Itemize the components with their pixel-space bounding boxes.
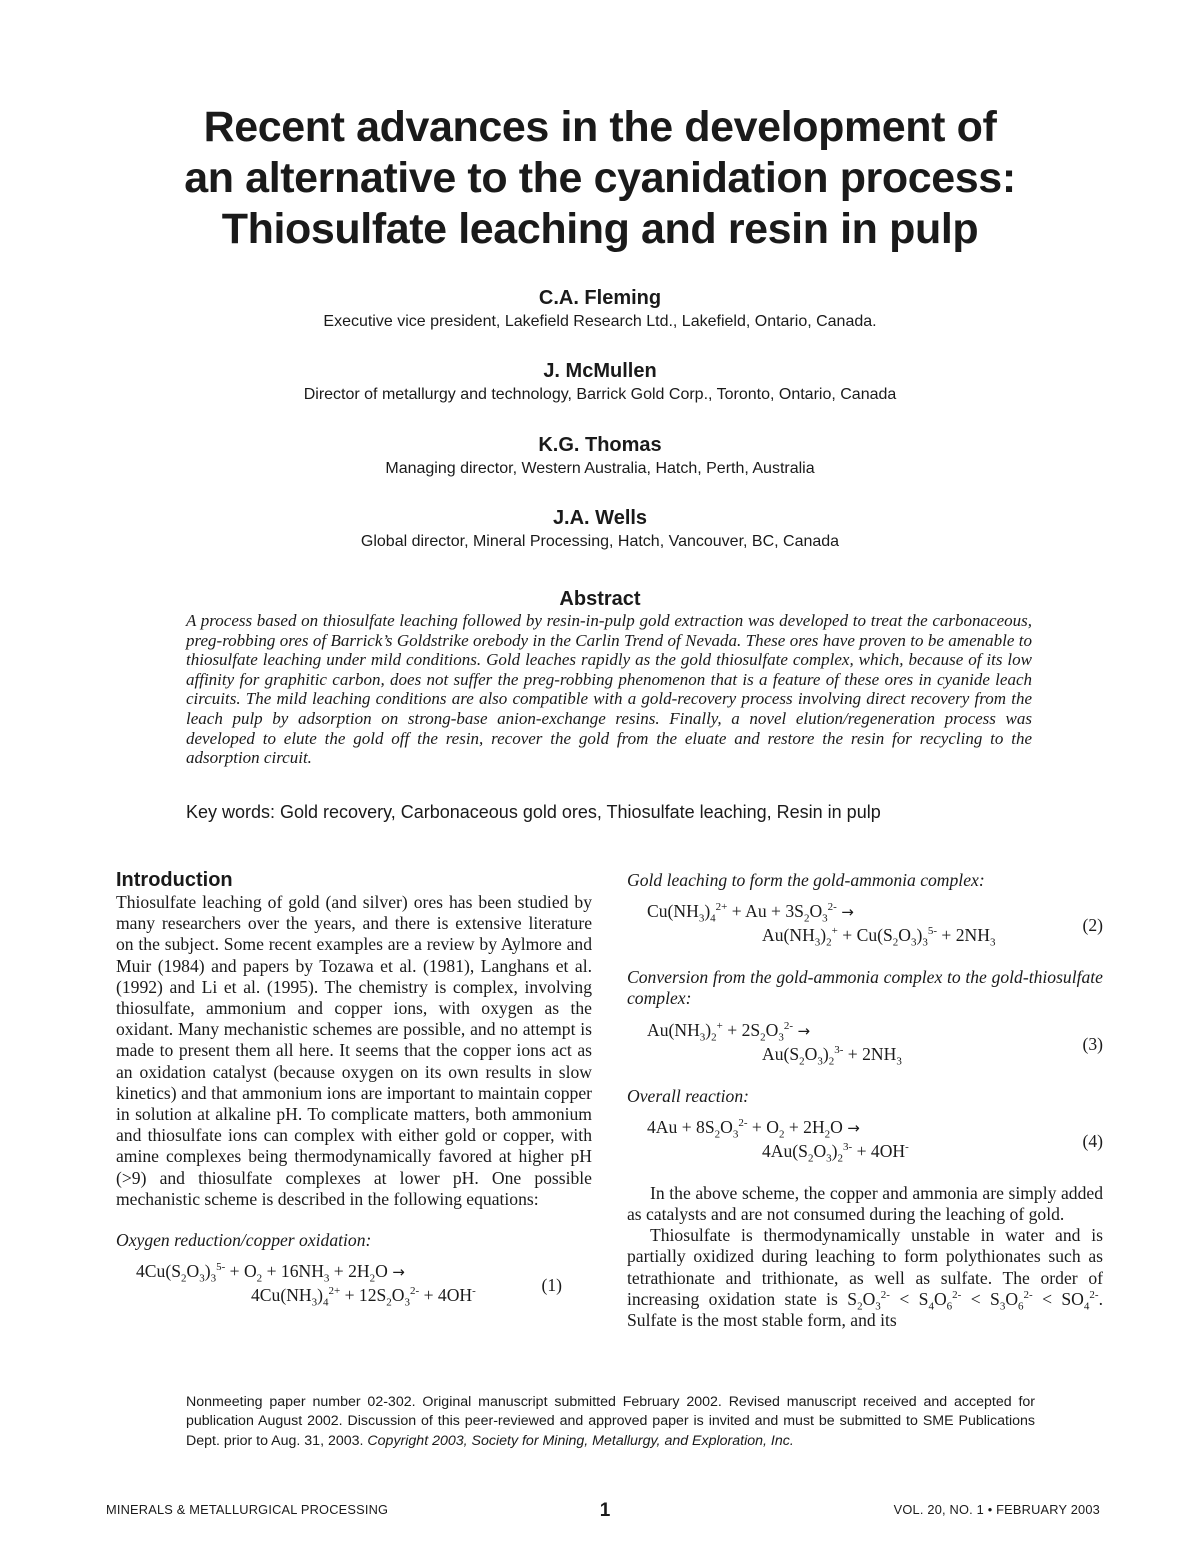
equation-label-2: Gold leaching to form the gold-ammonia complex: bbox=[627, 870, 985, 890]
abstract-text: A process based on thiosulfate leaching followed by resin-in-pulp gold extraction was developed to treat the carbonaceous, preg-robbing ores of Barrick’s Goldstrike orebody in the Carlin Trend of Nevada. These ores have proven to be amenable to thiosulfate leaching under mild conditions. Gold leaches rapidly as the gold thiosulfate complex, which, because of its low affinity for graphitic carbon, does not suffer the preg-robbing phenomenon that is a feature of these ores in cyanide leach circuits. The mild leaching conditions are also compatible with a gold-recovery process involving direct recovery from the leach pulp by adsorption on strong-base anion-exchange resins. Finally, a novel elution/regeneration process was developed to elute the gold off the resin, recover the gold from the eluate and restore the resin for recycling to the adsorption circuit. bbox=[186, 611, 1032, 768]
author-name: K.G. Thomas bbox=[538, 434, 662, 456]
author-block bbox=[100, 286, 1100, 332]
footnote-text: Nonmeeting paper number 02-302. Original manuscript submitted February 2002. Revised manuscript received and accepted for publication August 2002. Discussion of this peer-reviewed and approved paper is invited and must be submitted to SME Publications Dept. prior to Aug. 31, 2003. bbox=[186, 1394, 1035, 1449]
equation-number: (3) bbox=[1082, 1033, 1103, 1054]
equation-number: (4) bbox=[1082, 1130, 1103, 1151]
equation-2 bbox=[627, 901, 1103, 957]
title-line-2: an alternative to the cyanidation process: bbox=[184, 154, 1016, 202]
body-text: Thiosulfate is thermodynamically unstable in water and is partially oxidized during leaching to form polythionates such as tetrathionate and trithionate, as well as sulfate. The order of increasing oxidation state is bbox=[627, 1225, 1103, 1309]
equation-1-line-2: $4Cu(NH_3)_4^{2+} + 12S_2O_3^{2-} + 4OH^-$ bbox=[251, 1285, 476, 1309]
paper-title bbox=[100, 102, 1100, 255]
equation-3 bbox=[627, 1020, 1103, 1076]
issue-info: VOL. 20, NO. 1 • FEBRUARY 2003 bbox=[893, 1502, 1100, 1517]
section-heading-introduction: Introduction bbox=[116, 869, 233, 891]
right-column bbox=[627, 870, 1103, 1331]
body-paragraph: In the above scheme, the copper and ammonia are simply added as catalysts and are not consumed during the leaching of gold. bbox=[627, 1182, 1103, 1225]
author-block bbox=[100, 433, 1100, 479]
author-block bbox=[100, 359, 1100, 405]
author-affiliation: Executive vice president, Lakefield Research Ltd., Lakefield, Ontario, Canada. bbox=[323, 313, 877, 330]
journal-name: MINERALS & METALLURGICAL PROCESSING bbox=[106, 1502, 389, 1517]
copyright-notice: Copyright 2003, Society for Mining, Metallurgy, and Exploration, Inc. bbox=[367, 1432, 794, 1449]
equation-label-3: Conversion from the gold-ammonia complex to the gold-thiosulfate complex: bbox=[627, 967, 1103, 1009]
author-affiliation: Managing director, Western Australia, Hatch, Perth, Australia bbox=[385, 460, 815, 477]
author-name: J. McMullen bbox=[543, 360, 657, 382]
equation-4-line-2: $4Au(S_2O_3)_2^{3-} + 4OH^-$ bbox=[762, 1140, 909, 1165]
equation-4-line-1: $4Au + 8S_2O_3^{2-} + O_2 + 2H_2O$ → bbox=[647, 1116, 860, 1141]
equation-label-1: Oxygen reduction/copper oxidation: bbox=[116, 1230, 372, 1251]
page-number: 1 bbox=[599, 1500, 611, 1521]
author-name: J.A. Wells bbox=[552, 507, 648, 529]
equation-1-line-1: $4Cu(S_2O_3)_3^{5-} + O_2 + 16NH_3 + 2H_2O$ → bbox=[136, 1261, 405, 1285]
author-name: C.A. Fleming bbox=[538, 287, 662, 309]
equation-2-line-2: $Au(NH_3)_2^+ + Cu(S_2O_3)_3^{5-} + 2NH_3$ bbox=[762, 925, 996, 949]
keywords: Key words: Gold recovery, Carbonaceous gold ores, Thiosulfate leaching, Resin in pulp bbox=[186, 802, 881, 822]
equation-label-4: Overall reaction: bbox=[627, 1085, 749, 1106]
equation-4 bbox=[627, 1117, 1103, 1173]
left-column bbox=[116, 868, 592, 1327]
equation-number: (2) bbox=[1082, 915, 1103, 936]
title-line-3: Thiosulfate leaching and resin in pulp bbox=[221, 205, 979, 253]
body-paragraph: Thiosulfate is thermodynamically unstable in water and is partially oxidized during leaching to form polythionates such as tetrathionate and trithionate, as well as sulfate. The order of increasing oxidation state is $S_2O_3^{2-} < S_4O_6^{2-} < S_3O_6^{2-} < SO_4^{2-}$. Sulfate is the most stable form, and its bbox=[627, 1225, 1103, 1331]
abstract-heading: Abstract bbox=[559, 588, 641, 610]
title-line-1: Recent advances in the development of bbox=[203, 103, 997, 151]
author-affiliation: Global director, Mineral Processing, Hatch, Vancouver, BC, Canada bbox=[360, 533, 840, 550]
equation-3-line-2: $Au(S_2O_3)_2^{3-} + 2NH_3$ bbox=[762, 1043, 902, 1068]
author-block bbox=[100, 506, 1100, 552]
equation-3-line-1: $Au(NH_3)_2^+ + 2S_2O_3^{2-}$ → bbox=[647, 1019, 811, 1044]
author-affiliation: Director of metallurgy and technology, Barrick Gold Corp., Toronto, Ontario, Canada bbox=[303, 386, 897, 403]
equation-1 bbox=[116, 1261, 592, 1317]
footnote bbox=[186, 1393, 1035, 1451]
body-text: . Sulfate is the most stable form, and its bbox=[627, 1288, 1103, 1331]
equation-number: (1) bbox=[541, 1275, 562, 1296]
equation-2-line-1: $Cu(NH_3)_4^{2+} + Au + 3S_2O_3^{2-}$ → bbox=[647, 901, 854, 925]
intro-paragraph: Thiosulfate leaching of gold (and silver) ores has been studied by many researchers over the years, and there is extensive literature on the subject. Some recent examples are a review by Aylmore and Muir (1984) and papers by Tozawa et al. (1981), Langhans et al. (1992) and Li et al. (1995). The chemistry is complex, involving thiosulfate, ammonium and copper ions, with oxygen as the oxidant. Many mechanistic schemes are possible, and no attempt is made to present them all here. It seems that the copper ions act as an oxidation catalyst (because oxygen on its own results in slow kinetics) and that ammonium ions are important to maintain copper in solution at alkaline pH. To complicate matters, both ammonium and thiosulfate ions can complex with either gold or copper, with amine complexes being thermodynamically favored at higher pH (>9) and thiosulfate complexes at lower pH. One possible mechanistic scheme is described in the following equations: bbox=[116, 892, 592, 1209]
